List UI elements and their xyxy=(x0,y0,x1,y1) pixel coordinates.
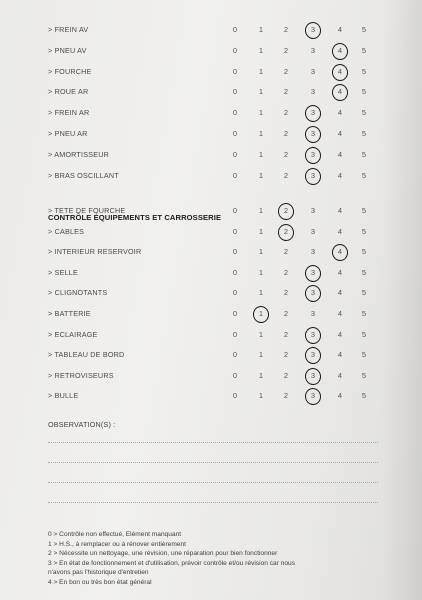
rating-option[interactable]: 4 xyxy=(337,391,343,401)
rating-option[interactable]: 5 xyxy=(361,129,367,138)
rating-option-selected[interactable]: 4 xyxy=(333,244,347,260)
rating-option[interactable]: 2 xyxy=(283,45,289,55)
rating-option-selected[interactable]: 4 xyxy=(333,43,347,59)
rating-option-selected[interactable]: 2 xyxy=(279,224,293,240)
checklist-item-label: > BRAS OSCILLANT xyxy=(48,170,119,180)
observation-line[interactable] xyxy=(48,482,378,483)
rating-option[interactable]: 5 xyxy=(361,350,367,360)
observations-title: OBSERVATION(S) : xyxy=(48,420,116,429)
legend-line: 4 > En bon ou très bon état général xyxy=(48,578,152,586)
checklist-item-label: > INTERIEUR RESERVOIR xyxy=(48,247,142,257)
rating-option[interactable]: 5 xyxy=(361,247,367,257)
checklist-row xyxy=(0,22,422,38)
rating-option-selected[interactable]: 3 xyxy=(306,265,320,281)
rating-option[interactable]: 1 xyxy=(258,247,264,257)
rating-option[interactable]: 1 xyxy=(258,129,264,138)
rating-option[interactable]: 1 xyxy=(258,170,264,180)
rating-option-selected[interactable]: 4 xyxy=(333,84,347,100)
legend-line: 3 > En état de fonctionnement et d'utilisation, prévoir contrôle et/ou révision car nous xyxy=(48,559,296,567)
rating-option-selected[interactable]: 3 xyxy=(306,168,320,184)
rating-option[interactable]: 5 xyxy=(361,206,367,215)
observation-line[interactable] xyxy=(48,462,378,463)
rating-option[interactable]: 4 xyxy=(337,149,343,159)
rating-option[interactable]: 0 xyxy=(232,350,238,360)
checklist-row xyxy=(0,388,422,404)
rating-option[interactable]: 0 xyxy=(232,25,238,34)
checklist-item-label: > SELLE xyxy=(48,267,78,277)
rating-option[interactable]: 2 xyxy=(283,25,289,34)
rating-option[interactable]: 0 xyxy=(232,267,238,277)
rating-option[interactable]: 1 xyxy=(258,66,264,76)
rating-option[interactable]: 1 xyxy=(258,226,264,236)
rating-option[interactable]: 2 xyxy=(283,66,289,76)
rating-option[interactable]: 2 xyxy=(283,87,289,97)
rating-option[interactable]: 2 xyxy=(283,391,289,401)
rating-option[interactable]: 2 xyxy=(283,370,289,380)
rating-option[interactable]: 2 xyxy=(283,309,289,318)
rating-option[interactable]: 0 xyxy=(232,149,238,159)
rating-option[interactable]: 0 xyxy=(232,288,238,298)
rating-option[interactable]: 2 xyxy=(283,247,289,257)
checklist-row xyxy=(0,347,422,363)
rating-option[interactable]: 1 xyxy=(258,108,264,118)
checklist-item-label: > FOURCHE xyxy=(48,66,92,76)
checklist-item-label: > TETE DE FOURCHE xyxy=(48,206,126,215)
rating-option[interactable]: 0 xyxy=(232,129,238,138)
rating-option[interactable]: 1 xyxy=(258,206,264,215)
rating-option[interactable]: 4 xyxy=(337,170,343,180)
rating-option-selected[interactable]: 3 xyxy=(306,368,320,384)
legend-line: 1 > H.S., à remplacer ou à rénover entièrement xyxy=(48,540,186,548)
rating-option[interactable]: 4 xyxy=(337,267,343,277)
legend-line: 0 > Contrôle non effectué, Elément manquant xyxy=(48,531,182,538)
rating-option[interactable]: 1 xyxy=(258,391,264,401)
rating-option[interactable]: 5 xyxy=(361,288,367,298)
rating-option[interactable]: 3 xyxy=(310,226,316,236)
rating-option[interactable]: 0 xyxy=(232,170,238,180)
rating-option[interactable]: 1 xyxy=(258,87,264,97)
checklist-row xyxy=(0,126,422,142)
rating-option-selected[interactable]: 4 xyxy=(333,64,347,80)
rating-option[interactable]: 0 xyxy=(232,226,238,236)
rating-option-selected[interactable]: 3 xyxy=(306,285,320,301)
rating-option[interactable]: 0 xyxy=(232,206,238,215)
checklist-item-label: > FREIN AV xyxy=(48,25,89,34)
checklist-row xyxy=(0,265,422,281)
rating-option[interactable]: 5 xyxy=(361,108,367,118)
checklist-row xyxy=(0,105,422,121)
rating-option[interactable]: 4 xyxy=(337,309,343,318)
rating-option[interactable]: 1 xyxy=(258,329,264,339)
checklist-item-label: > TABLEAU DE BORD xyxy=(48,350,125,360)
rating-option[interactable]: 1 xyxy=(258,149,264,159)
observation-line[interactable] xyxy=(48,502,378,503)
rating-option[interactable]: 2 xyxy=(283,288,289,298)
checklist-item-label: > PNEU AR xyxy=(48,129,88,138)
checklist-row xyxy=(0,368,422,384)
rating-option[interactable]: 4 xyxy=(337,129,343,138)
checklist-row xyxy=(0,306,422,322)
checklist-row xyxy=(0,43,422,59)
rating-option[interactable]: 0 xyxy=(232,309,238,318)
observation-line[interactable] xyxy=(48,442,378,443)
rating-option[interactable]: 0 xyxy=(232,370,238,380)
rating-option-selected[interactable]: 3 xyxy=(306,105,320,121)
rating-option[interactable]: 5 xyxy=(361,170,367,180)
checklist-row xyxy=(0,64,422,80)
rating-option[interactable]: 5 xyxy=(361,45,367,55)
rating-option[interactable]: 0 xyxy=(232,45,238,55)
checklist-row xyxy=(0,327,422,343)
rating-option[interactable]: 0 xyxy=(232,87,238,97)
rating-option[interactable]: 4 xyxy=(337,25,343,34)
rating-option[interactable]: 5 xyxy=(361,25,367,34)
rating-option[interactable]: 0 xyxy=(232,329,238,339)
rating-option[interactable]: 1 xyxy=(258,267,264,277)
rating-option-selected[interactable]: 3 xyxy=(306,147,320,163)
checklist-item-label: > BULLE xyxy=(48,391,79,401)
rating-option[interactable]: 1 xyxy=(258,370,264,380)
rating-option[interactable]: 1 xyxy=(258,45,264,55)
rating-option-selected[interactable]: 3 xyxy=(306,327,320,343)
rating-option[interactable]: 5 xyxy=(361,149,367,159)
rating-option[interactable]: 3 xyxy=(310,309,316,318)
legend-line: 2 > Nécessite un nettoyage, une révision, une réparation pour bien fonctionner xyxy=(48,550,278,558)
checklist-row xyxy=(0,168,422,184)
rating-option-selected[interactable]: 3 xyxy=(306,22,320,38)
rating-option[interactable]: 5 xyxy=(361,309,367,318)
checklist-item-label: > PNEU AV xyxy=(48,45,87,55)
rating-option[interactable]: 0 xyxy=(232,391,238,401)
checklist-item-label: > RETROVISEURS xyxy=(48,370,114,380)
rating-option[interactable]: 4 xyxy=(337,206,343,215)
rating-option-selected[interactable]: 1 xyxy=(254,306,268,322)
rating-option[interactable]: 2 xyxy=(283,108,289,118)
rating-option[interactable]: 4 xyxy=(337,370,343,380)
rating-option[interactable]: 5 xyxy=(361,329,367,339)
rating-option[interactable]: 1 xyxy=(258,350,264,360)
rating-option[interactable]: 0 xyxy=(232,66,238,76)
rating-option[interactable]: 3 xyxy=(310,45,316,55)
rating-option[interactable]: 5 xyxy=(361,391,367,401)
rating-option[interactable]: 4 xyxy=(337,226,343,236)
rating-option-selected[interactable]: 2 xyxy=(279,203,293,219)
rating-option[interactable]: 3 xyxy=(310,206,316,215)
rating-option[interactable]: 3 xyxy=(310,247,316,257)
rating-option-selected[interactable]: 3 xyxy=(306,347,320,363)
rating-option[interactable]: 2 xyxy=(283,170,289,180)
rating-option[interactable]: 0 xyxy=(232,108,238,118)
checklist-item-label: > FREIN AR xyxy=(48,108,90,118)
rating-option[interactable]: 0 xyxy=(232,247,238,257)
checklist-item-label: > BATTERIE xyxy=(48,309,91,318)
checklist-item-label: > CLIGNOTANTS xyxy=(48,288,108,298)
checklist-row xyxy=(0,244,422,260)
rating-option[interactable]: 3 xyxy=(310,66,316,76)
rating-option[interactable]: 4 xyxy=(337,108,343,118)
rating-option[interactable]: 2 xyxy=(283,350,289,360)
rating-option[interactable]: 5 xyxy=(361,226,367,236)
checklist-row xyxy=(0,224,422,240)
rating-option[interactable]: 2 xyxy=(283,129,289,138)
rating-option[interactable]: 4 xyxy=(337,329,343,339)
rating-option[interactable]: 5 xyxy=(361,370,367,380)
rating-option[interactable]: 5 xyxy=(361,66,367,76)
rating-option[interactable]: 3 xyxy=(310,87,316,97)
rating-option[interactable]: 4 xyxy=(337,350,343,360)
rating-option[interactable]: 4 xyxy=(337,288,343,298)
rating-option[interactable]: 2 xyxy=(283,267,289,277)
rating-option[interactable]: 1 xyxy=(258,288,264,298)
checklist-row xyxy=(0,84,422,100)
rating-option[interactable]: 5 xyxy=(361,267,367,277)
checklist-item-label: > ECLAIRAGE xyxy=(48,329,98,339)
rating-option[interactable]: 1 xyxy=(258,25,264,34)
legend-line: n'avons pas l'historique d'entretien xyxy=(48,569,149,577)
rating-option-selected[interactable]: 3 xyxy=(306,388,320,404)
rating-option[interactable]: 2 xyxy=(283,329,289,339)
section-title: CONTRÔLE ÉQUIPEMENTS ET CARROSSERIE xyxy=(48,213,222,222)
rating-option[interactable]: 2 xyxy=(283,149,289,159)
checklist-item-label: > CABLES xyxy=(48,226,85,236)
checklist-row xyxy=(0,285,422,301)
rating-legend xyxy=(48,530,388,588)
rating-option[interactable]: 5 xyxy=(361,87,367,97)
checklist-row xyxy=(0,147,422,163)
checklist-item-label: > ROUE AR xyxy=(48,87,89,97)
checklist-item-label: > AMORTISSEUR xyxy=(48,149,109,159)
rating-option-selected[interactable]: 3 xyxy=(306,126,320,142)
